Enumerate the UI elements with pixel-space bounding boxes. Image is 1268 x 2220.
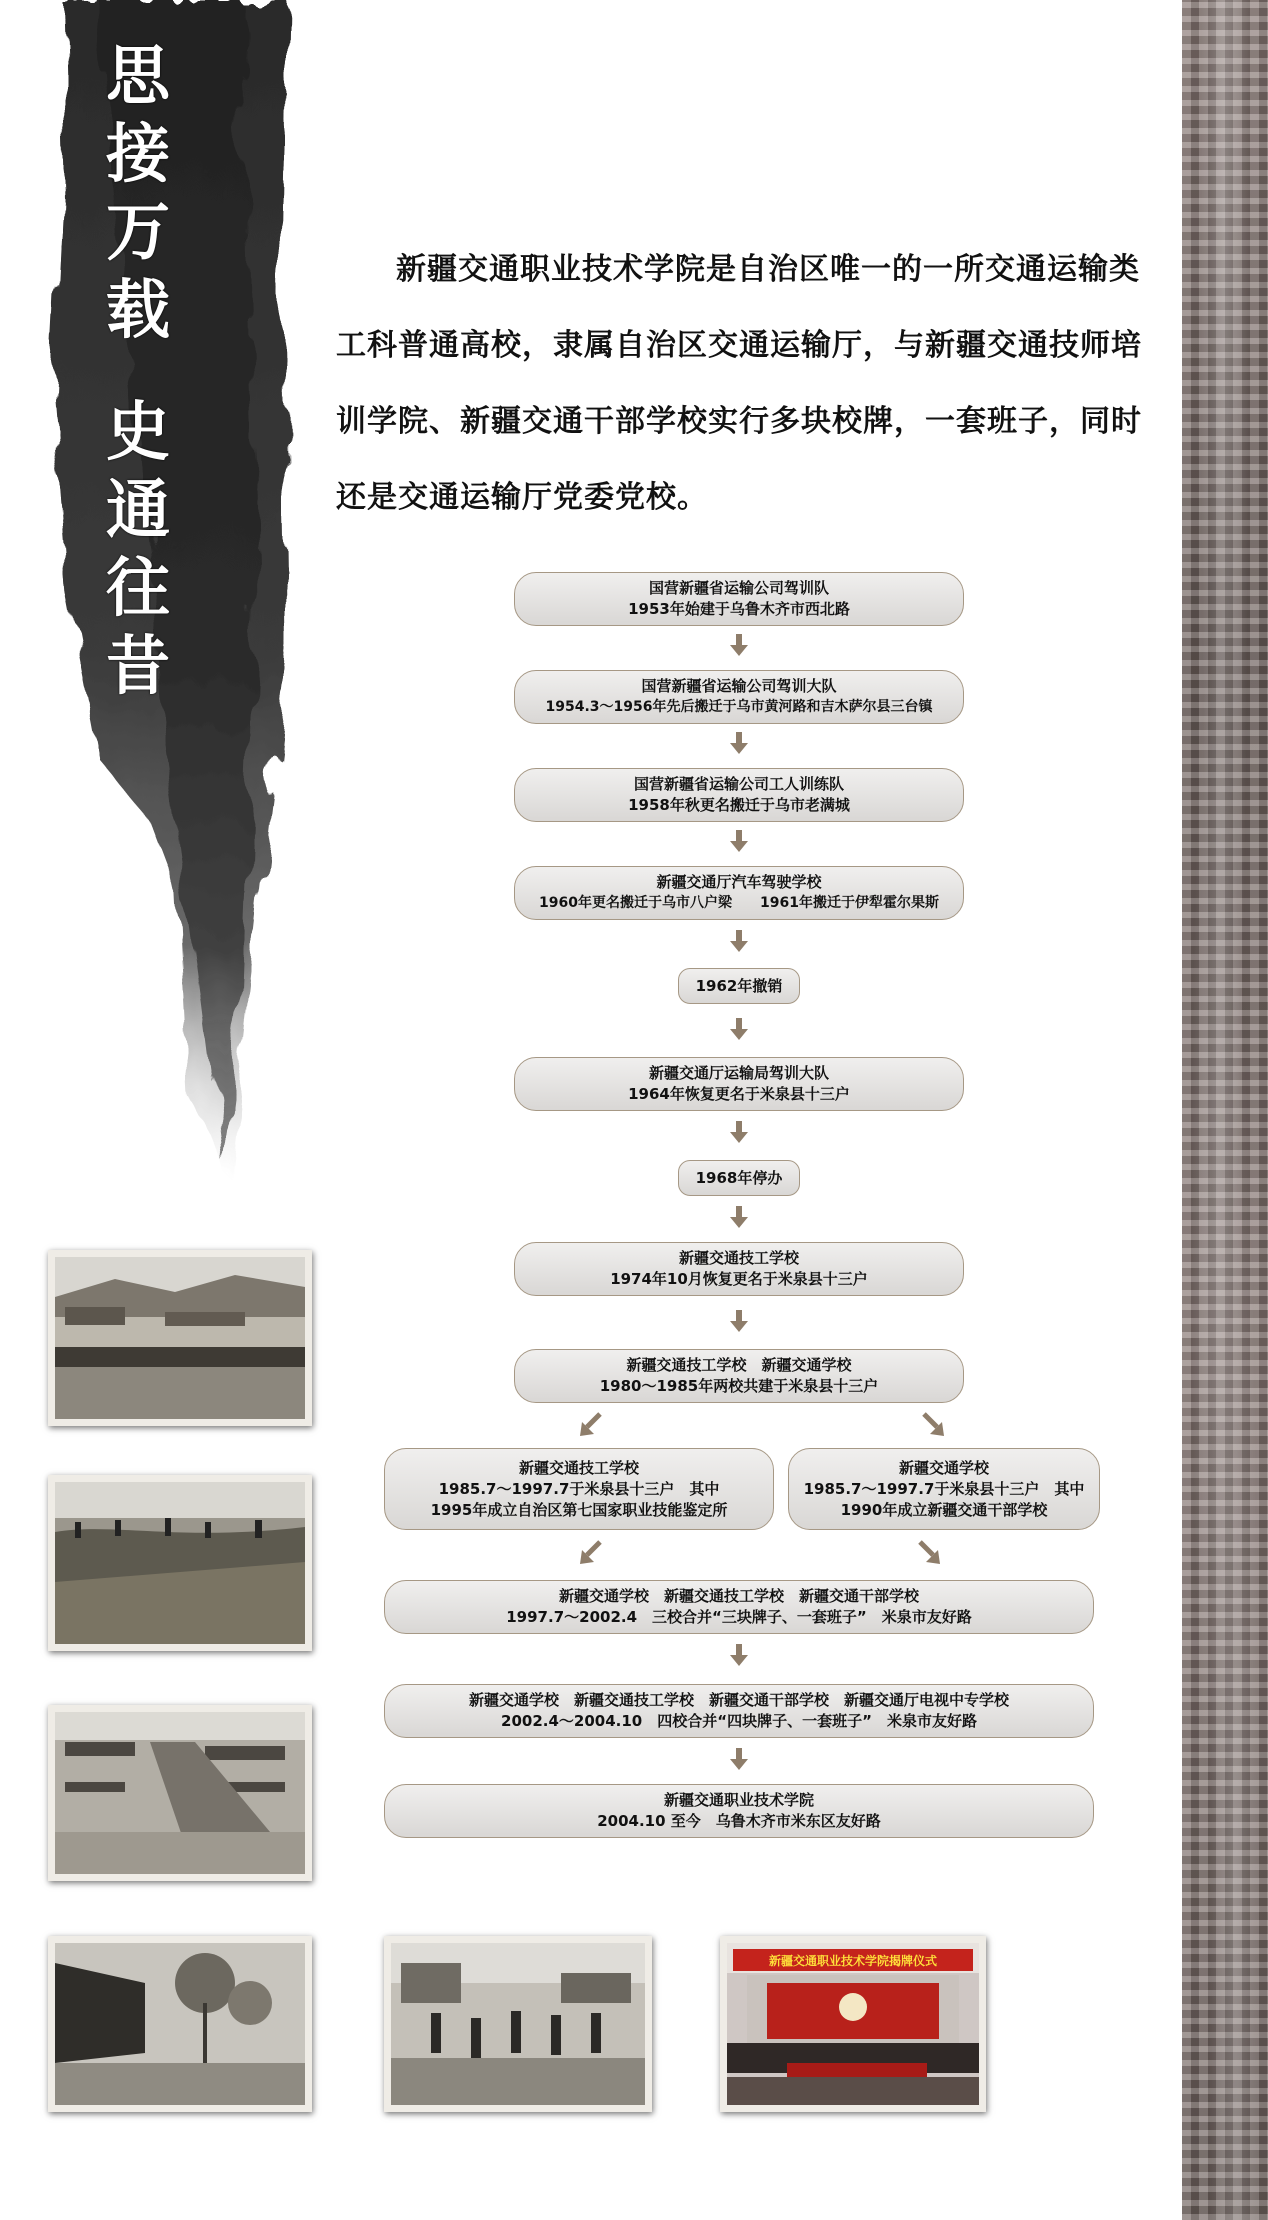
- timeline-detail: 1958年秋更名搬迁于乌市老满城: [628, 796, 850, 814]
- timeline-box: [514, 1057, 964, 1111]
- timeline-box-small: [678, 968, 800, 1004]
- timeline-box: [514, 768, 964, 822]
- historical-photo-workers: [48, 1475, 312, 1651]
- title-char: 载: [106, 273, 170, 348]
- branch-detail: 1990年成立新疆交通干部学校: [840, 1500, 1048, 1519]
- vertical-title: [98, 38, 178, 706]
- timeline-detail: 1997.7～2002.4 三校合并“三块牌子、一套班子” 米泉市友好路: [506, 1608, 972, 1626]
- timeline-box: [384, 1580, 1094, 1634]
- historical-photo-landscape: [48, 1250, 312, 1426]
- timeline-title: 新疆交通厅汽车驾驶学校: [656, 873, 822, 891]
- timeline-detail: 1960年更名搬迁于乌市八户梁 1961年搬迁于伊犁霍尔果斯: [539, 895, 939, 911]
- decorative-border: [1182, 0, 1268, 2220]
- timeline-title: 1968年停办: [695, 1168, 783, 1187]
- timeline-title: 新疆交通学校 新疆交通技工学校 新疆交通干部学校 新疆交通厅电视中专学校: [468, 1691, 1009, 1709]
- branch-detail: 1985.7～1997.7于米泉县十三户 其中: [438, 1479, 720, 1498]
- timeline-title: 新疆交通学校 新疆交通技工学校 新疆交通干部学校: [558, 1587, 919, 1605]
- timeline-title: 新疆交通技工学校: [678, 1249, 799, 1267]
- timeline-box: [384, 1784, 1094, 1838]
- intro-paragraph: 新疆交通职业技术学院是自治区唯一的一所交通运输类工科普通高校，隶属自治区交通运输厅，与新疆交通技师培训学院、新疆交通干部学校实行多块校牌，一套班子，同时还是交通运输厅党委党校。: [336, 252, 1142, 515]
- timeline-detail: 1980～1985年两校共建于米泉县十三户: [599, 1377, 879, 1395]
- diagonal-arrow-icon: [578, 1412, 604, 1438]
- branch-title: 新疆交通技工学校: [518, 1458, 639, 1477]
- timeline-title: 新疆交通技工学校 新疆交通学校: [626, 1356, 852, 1374]
- title-char: 接: [106, 117, 170, 192]
- timeline-title: 1962年撤销: [695, 976, 783, 995]
- timeline-box-small: [678, 1160, 800, 1196]
- title-char: 史: [106, 395, 170, 470]
- ceremony-photo: [720, 1936, 986, 2112]
- timeline-detail: 1964年恢复更名于米泉县十三户: [628, 1085, 850, 1103]
- timeline-detail: 2004.10 至今 乌鲁木齐市米东区友好路: [597, 1812, 881, 1830]
- timeline-box: [514, 1242, 964, 1296]
- title-char: 昔: [106, 629, 170, 704]
- timeline-title: 新疆交通职业技术学院: [663, 1791, 814, 1809]
- branch-box-right: [788, 1448, 1100, 1530]
- timeline-detail: 1974年10月恢复更名于米泉县十三户: [610, 1270, 868, 1288]
- diagonal-arrow-icon: [920, 1412, 946, 1438]
- ceremony-banner-text: 新疆交通职业技术学院揭牌仪式: [768, 1954, 938, 1968]
- historical-photo-trees: [48, 1936, 312, 2112]
- timeline-title: 国营新疆省运输公司工人训练队: [633, 775, 844, 793]
- timeline-box: [514, 866, 964, 920]
- timeline-box: [384, 1684, 1094, 1738]
- title-char: 思: [106, 39, 170, 114]
- branch-box-left: [384, 1448, 774, 1530]
- timeline-box: [514, 1349, 964, 1403]
- historical-photo-campus-aerial: [48, 1705, 312, 1881]
- timeline-detail: 2002.4～2004.10 四校合并“四块牌子、一套班子” 米泉市友好路: [501, 1712, 977, 1730]
- timeline-box: [514, 572, 964, 626]
- diagonal-arrow-icon: [578, 1540, 604, 1566]
- branch-detail: 1985.7～1997.7于米泉县十三户 其中: [803, 1479, 1085, 1498]
- timeline-detail: 1954.3～1956年先后搬迁于乌市黄河路和吉木萨尔县三台镇: [545, 699, 933, 715]
- historical-photo-students: [384, 1936, 652, 2112]
- timeline-box: [514, 670, 964, 724]
- title-char: 往: [106, 551, 170, 626]
- branch-detail: 1995年成立自治区第七国家职业技能鉴定所: [430, 1500, 728, 1519]
- title-char: 万: [106, 195, 170, 270]
- branch-title: 新疆交通学校: [898, 1458, 989, 1477]
- timeline-title: 新疆交通厅运输局驾训大队: [648, 1064, 829, 1082]
- timeline-detail: 1953年始建于乌鲁木齐市西北路: [628, 600, 850, 618]
- diagonal-arrow-icon: [916, 1540, 942, 1566]
- timeline-title: 国营新疆省运输公司驾训大队: [641, 677, 837, 695]
- timeline-title: 国营新疆省运输公司驾训队: [648, 579, 829, 597]
- title-char: 通: [106, 473, 170, 548]
